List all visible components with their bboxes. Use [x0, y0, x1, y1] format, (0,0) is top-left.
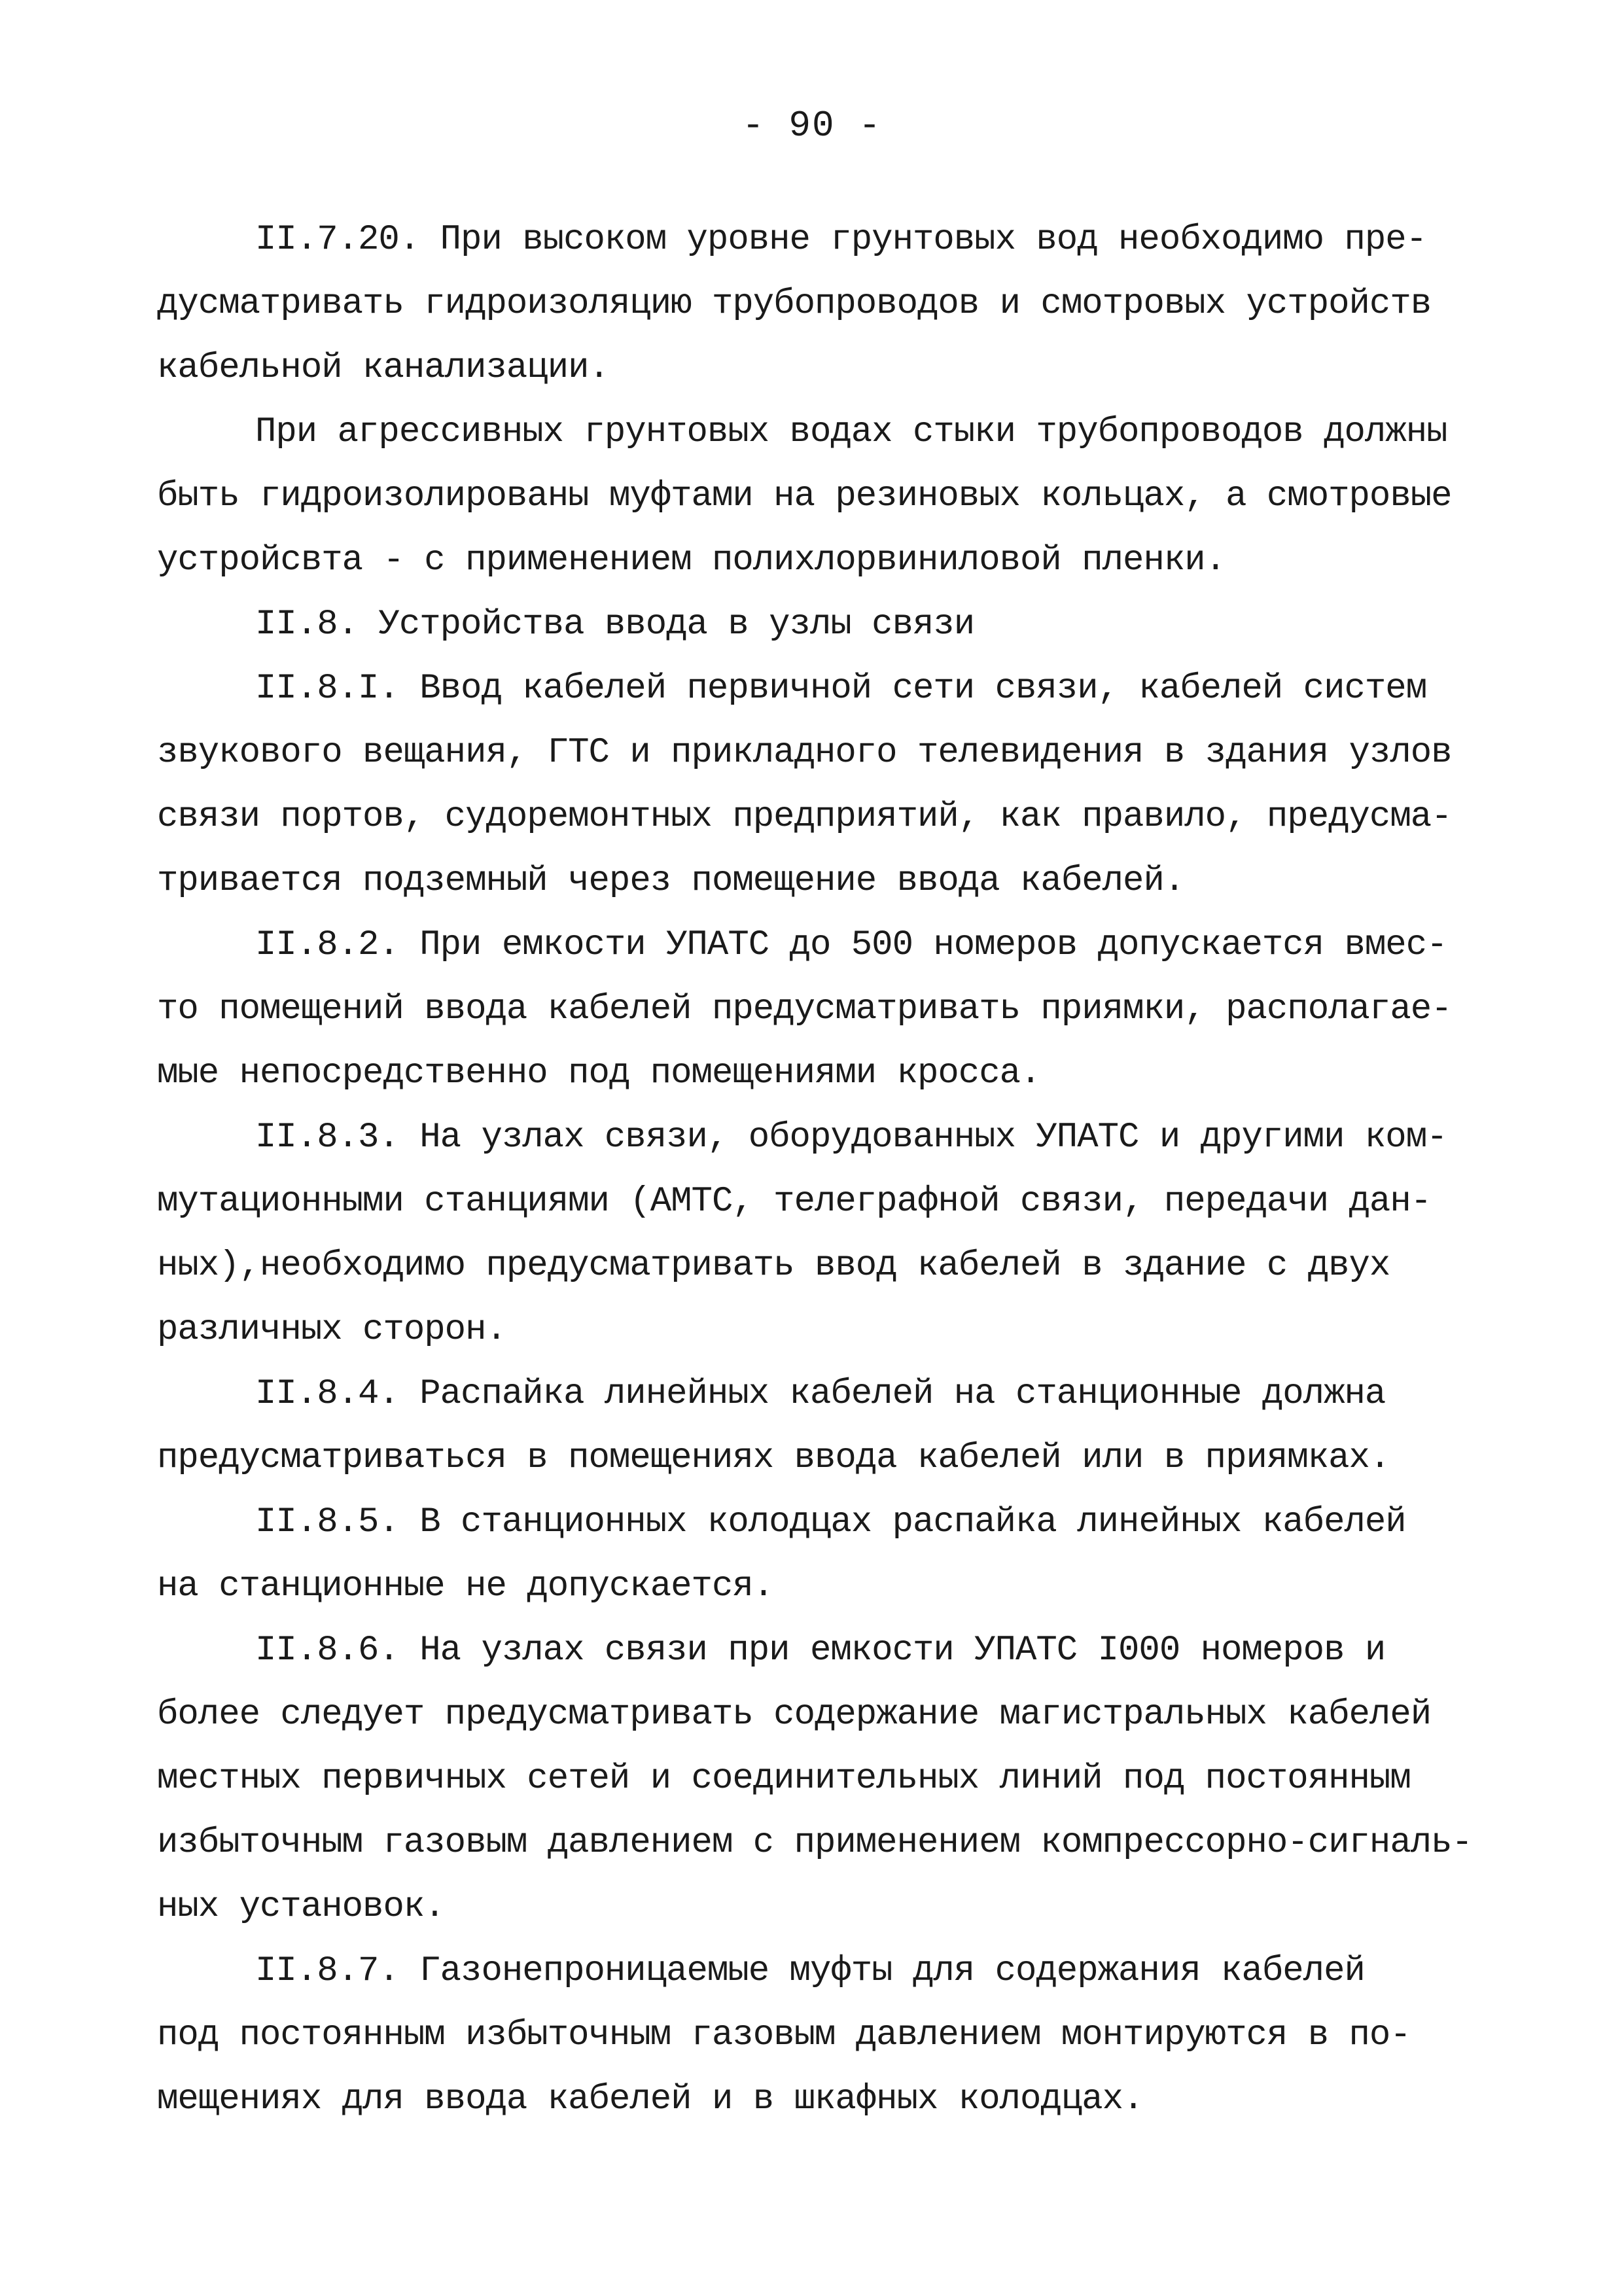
text-line: мещениях для ввода кабелей и в шкафных колодцах.	[157, 2079, 1144, 2119]
text-line: мутационными станциями (АМТС, телеграфной связи, передачи дан-	[157, 1182, 1432, 1222]
text-line: избыточным газовым давлением с применением компрессорно-сигналь-	[157, 1823, 1472, 1863]
text-line: под постоянным избыточным газовым давлением монтируются в по-	[157, 2015, 1411, 2055]
text-line: более следует предусматривать содержание магистральных кабелей	[157, 1695, 1432, 1735]
page-number: - 90 -	[742, 105, 882, 147]
text-line: II.8.5. В станционных колодцах распайка линейных кабелей	[255, 1502, 1406, 1542]
text-line: II.8.2. При емкости УПАТС до 500 номеров допускается вмес-	[255, 925, 1447, 965]
text-line: II.8.7. Газонепроницаемые муфты для содержания кабелей	[255, 1951, 1365, 1991]
text-line: устройсвта - с применением полихлорвиниловой пленки.	[157, 540, 1226, 580]
text-line: II.8.4. Распайка линейных кабелей на станционные должна	[255, 1374, 1386, 1414]
text-line: связи портов, судоремонтных предприятий, как правило, предусма-	[157, 797, 1452, 837]
text-line: кабельной канализации.	[157, 348, 609, 388]
text-line: тривается подземный через помещение ввода кабелей.	[157, 861, 1185, 901]
text-line: II.8. Устройства ввода в узлы связи	[255, 605, 975, 645]
text-line: II.8.I. Ввод кабелей первичной сети связи, кабелей систем	[255, 669, 1427, 709]
text-line: II.8.3. На узлах связи, оборудованных УПАТС и другими ком-	[255, 1118, 1447, 1157]
body-text	[157, 208, 1472, 2132]
text-line: местных первичных сетей и соединительных линий под постоянным	[157, 1759, 1411, 1799]
text-line: II.8.6. На узлах связи при емкости УПАТС I000 номеров и	[255, 1631, 1386, 1670]
text-line: ных установок.	[157, 1887, 445, 1927]
text-line: дусматривать гидроизоляцию трубопроводов и смотровых устройств	[157, 284, 1432, 324]
text-line: предусматриваться в помещениях ввода кабелей или в приямках.	[157, 1438, 1390, 1478]
text-line: мые непосредственно под помещениями кросса.	[157, 1053, 1041, 1093]
text-line: звукового вещания, ГТС и прикладного телевидения в здания узлов	[157, 733, 1452, 773]
text-line: II.7.20. При высоком уровне грунтовых вод необходимо пре-	[255, 220, 1427, 260]
text-line: При агрессивных грунтовых водах стыки трубопроводов должны	[255, 412, 1447, 452]
text-line: быть гидроизолированы муфтами на резиновых кольцах, а смотровые	[157, 476, 1452, 516]
text-line: то помещений ввода кабелей предусматривать приямки, располагае-	[157, 989, 1452, 1029]
text-line: на станционные не допускается.	[157, 1566, 774, 1606]
text-line: различных сторон.	[157, 1310, 506, 1350]
text-line: ных),необходимо предусматривать ввод кабелей в здание с двух	[157, 1246, 1390, 1286]
